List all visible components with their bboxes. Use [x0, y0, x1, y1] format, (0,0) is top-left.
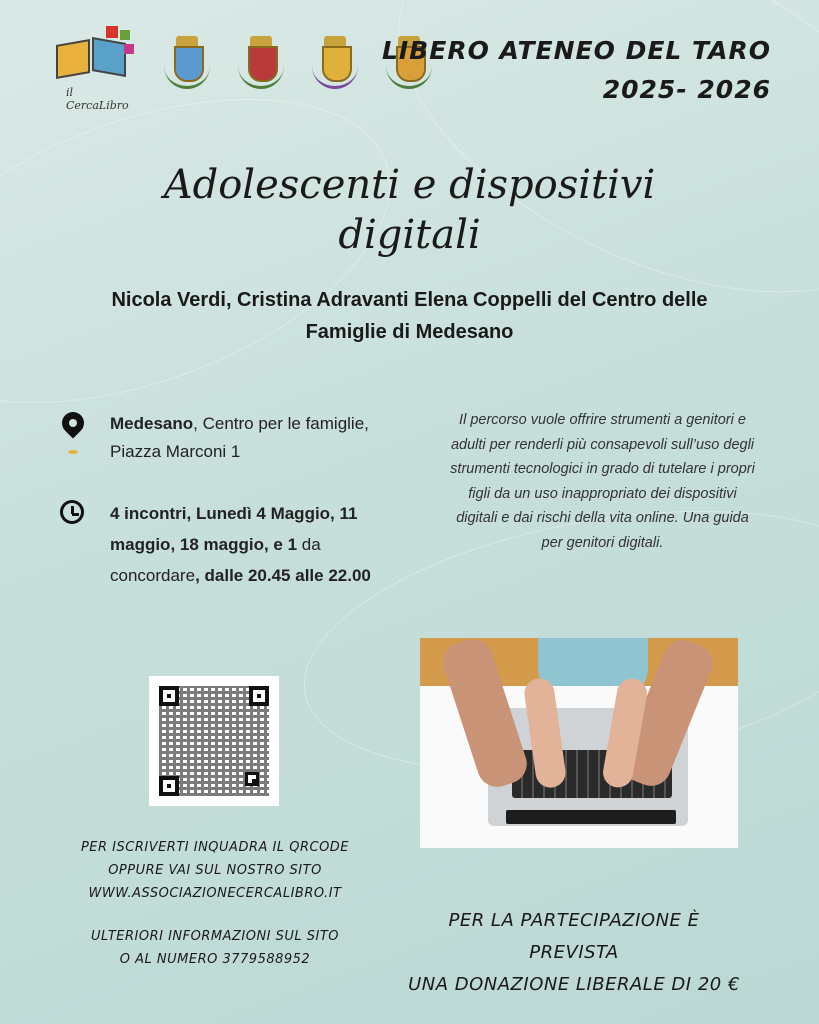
- logos-row: [52, 26, 434, 112]
- schedule-dates: 4 incontri, Lunedì 4 Maggio, 11 maggio, 18 maggio, e 1: [110, 504, 358, 554]
- location-place: Medesano: [110, 414, 194, 433]
- header-line-2: 2025- 2026: [602, 75, 771, 104]
- donation-line-1: PER LA PARTECIPAZIONE È PREVISTA: [448, 910, 700, 963]
- header-line-1: LIBERO ATENEO DEL TARO: [381, 36, 771, 65]
- donation-note: [404, 905, 744, 1001]
- registration-line-1: PER ISCRIVERTI INQUADRA IL QRCODE: [80, 840, 350, 855]
- municipal-crest-3: [310, 34, 360, 92]
- location-pin-icon: [58, 410, 88, 456]
- more-info-line-1: ULTERIORI INFORMAZIONI SUL SITO: [90, 929, 340, 944]
- registration-website-link[interactable]: WWW.ASSOCIAZIONECERCALIBRO.IT: [88, 886, 342, 901]
- location-text: [110, 410, 390, 466]
- speakers: [20, 284, 799, 348]
- schedule-time: , dalle 20.45 alle 22.00: [195, 566, 371, 585]
- course-description: Il percorso vuole offrire strumenti a genitori e adulti per renderli più consapevoli sull’uso degli strumenti tecnologici in grado di tutelare i propri figli da un uso inappropriato dei dispositivi digitali e dai rischi della vita online. Una guida per genitori digitali.: [450, 412, 755, 551]
- speakers-line-1: Nicola Verdi, Cristina Adravanti Elena Coppelli del Centro delle: [111, 289, 708, 311]
- header-title: [382, 36, 771, 104]
- location-address: , Centro per le famiglie, Piazza Marconi 1: [110, 414, 369, 461]
- more-info: [70, 925, 360, 971]
- clock-icon: [58, 498, 88, 544]
- municipal-crest-1: [162, 34, 212, 92]
- municipal-crest-2: [236, 34, 286, 92]
- event-title-line-2: digitali: [338, 212, 481, 258]
- location-info: [58, 410, 390, 466]
- event-title: [0, 160, 819, 260]
- schedule-text: [110, 498, 390, 591]
- schedule-note: da concordare: [110, 535, 321, 585]
- registration-line-2: OPPURE VAI SUL NOSTRO SITO: [108, 863, 322, 878]
- registration-qr-code[interactable]: [149, 676, 279, 806]
- cercalibro-logo: [52, 26, 138, 112]
- event-title-line-1: Adolescenti e dispositivi: [163, 162, 656, 208]
- cercalibro-logo-text: il CercaLibro: [66, 86, 129, 112]
- registration-instructions: [70, 836, 360, 905]
- more-info-phone: O AL NUMERO 3779588952: [119, 952, 311, 967]
- laptop-photo: [420, 638, 738, 848]
- speakers-line-2: Famiglie di Medesano: [305, 321, 514, 343]
- schedule-info: [58, 498, 390, 591]
- donation-line-2: UNA DONAZIONE LIBERALE DI 20 €: [408, 974, 740, 995]
